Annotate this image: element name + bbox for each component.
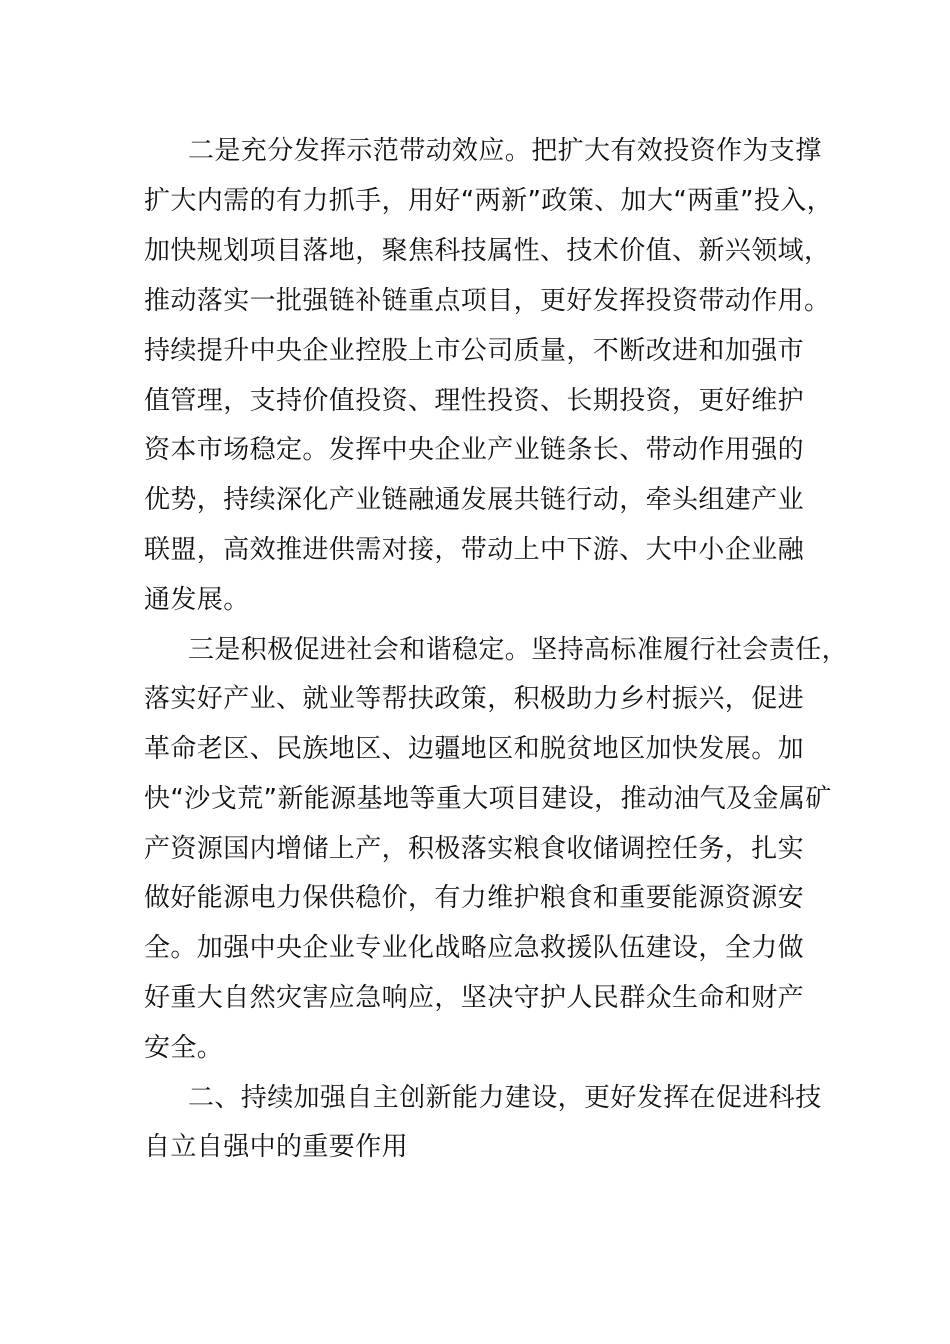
text-line: 落实好产业、就业等帮扶政策，积极助力乡村振兴，促进: [144, 684, 805, 714]
text-line: 好重大自然灾害应急响应，坚决守护人民群众生命和财产: [144, 983, 805, 1013]
section-heading-line: 自立自强中的重要作用: [144, 1132, 409, 1162]
text-line: 产资源国内增储上产，积极落实粮食收储调控任务，扎实: [144, 834, 805, 864]
text-line: 值管理，支持价值投资、理性投资、长期投资，更好维护: [144, 386, 805, 416]
text-line: 资本市场稳定。发挥中央企业产业链条长、带动作用强的: [144, 435, 805, 465]
text-line: 做好能源电力保供稳价，有力维护粮食和重要能源资源安: [144, 883, 805, 913]
text-line: 快“沙戈荒”新能源基地等重大项目建设，推动油气及金属矿: [144, 784, 832, 814]
section-heading-line: 二、持续加强自主创新能力建设，更好发挥在促进科技: [188, 1083, 822, 1113]
text-line: 三是积极促进社会和谐稳定。坚持高标准履行社会责任，: [188, 635, 849, 665]
text-line: 加快规划项目落地，聚焦科技属性、技术价值、新兴领域，: [144, 236, 831, 266]
text-line: 通发展。: [144, 585, 250, 615]
text-line: 革命老区、民族地区、边疆地区和脱贫地区加快发展。加: [144, 734, 805, 764]
text-line: 联盟，高效推进供需对接，带动上中下游、大中小企业融: [144, 535, 805, 565]
text-line: 优势，持续深化产业链融通发展共链行动，牵头组建产业: [144, 485, 805, 515]
text-line: 持续提升中央企业控股上市公司质量，不断改进和加强市: [144, 336, 805, 366]
text-line: 全。加强中央企业专业化战略应急救援队伍建设，全力做: [144, 933, 805, 963]
text-line: 二是充分发挥示范带动效应。把扩大有效投资作为支撑: [188, 136, 822, 166]
text-line: 推动落实一批强链补链重点项目，更好发挥投资带动作用。: [144, 286, 831, 316]
text-line: 安全。: [144, 1033, 224, 1063]
text-line: 扩大内需的有力抓手，用好“两新”政策、加大“两重”投入，: [144, 186, 834, 216]
